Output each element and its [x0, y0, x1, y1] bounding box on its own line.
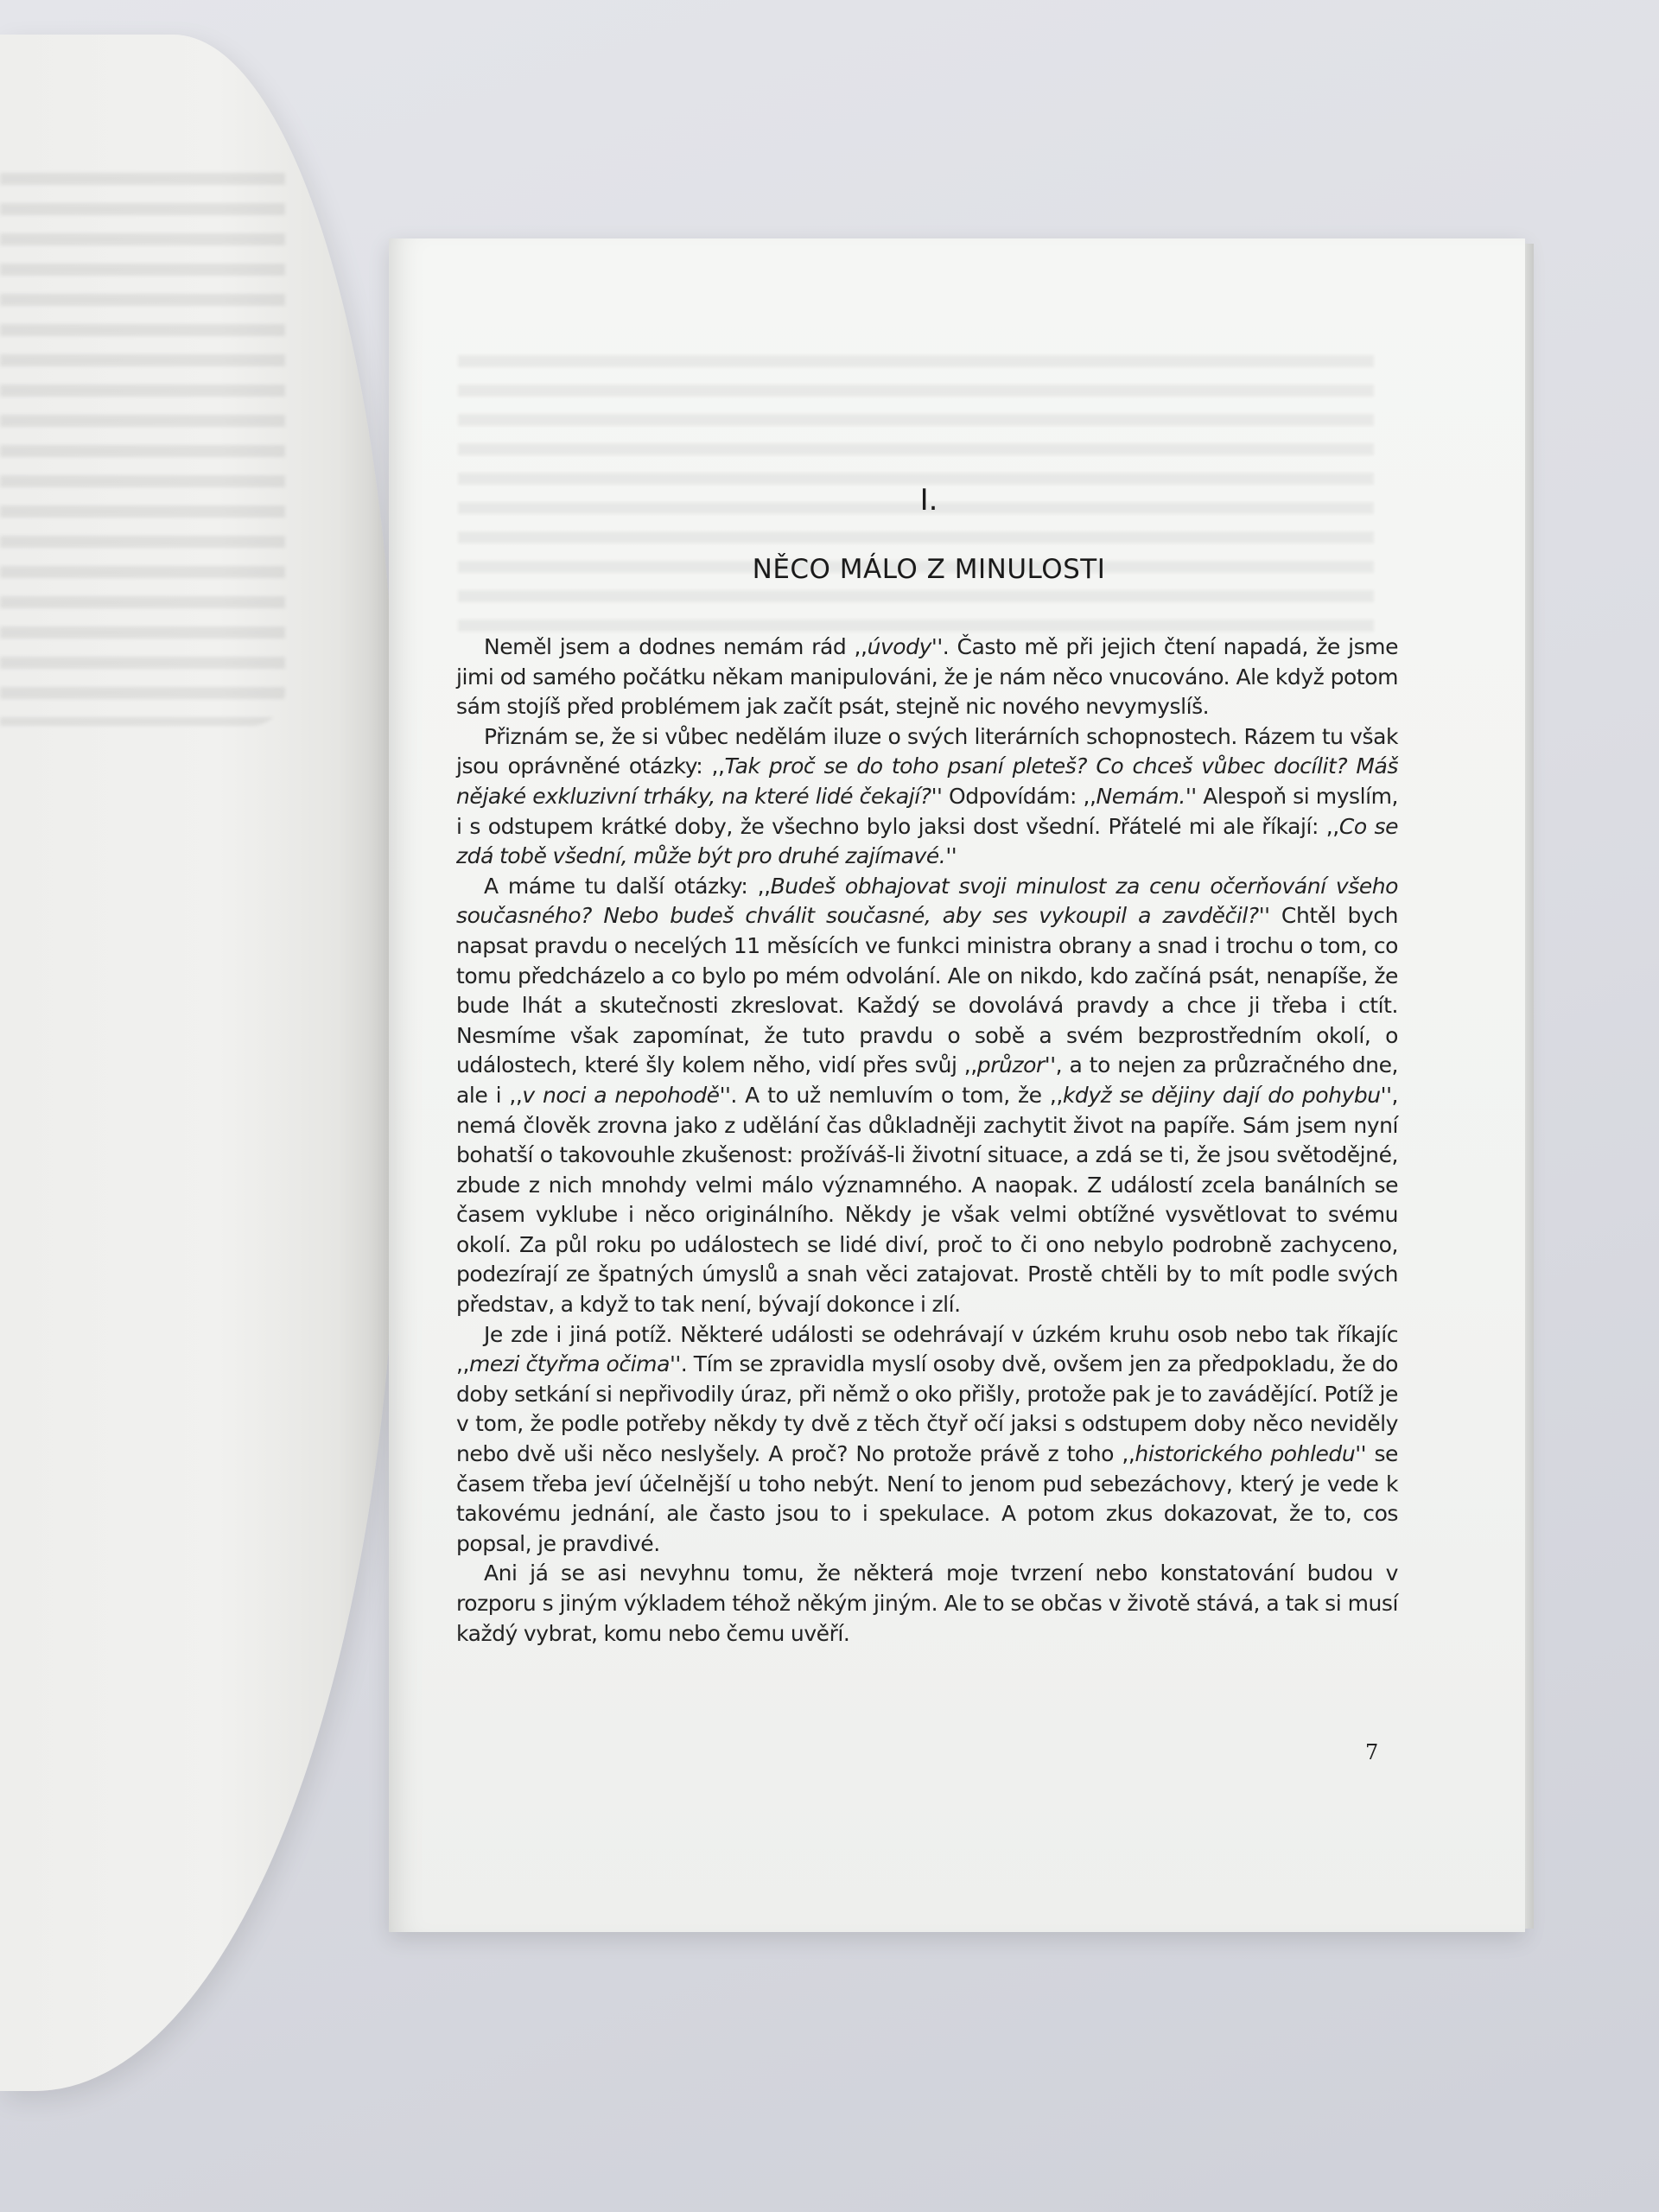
italic-quote: když se dějiny dají do pohybu — [1062, 1082, 1381, 1108]
bleed-through-text — [0, 173, 285, 726]
body-text — [456, 632, 1398, 1649]
text-run: '' Chtěl bych napsat pravdu o necelých 11 měsících ve funkci ministra obrany a snad i trochu o tom, co tomu předcházelo a co bylo po mém odvolání. Ale on nikdo, kdo začíná psát, nenapíše, že bude lhát a skutečnosti zkreslovat. Každý se dovolává pravdy a chce ji třeba i ctít. Nesmíme však zapomínat, že tuto pravdu o sobě a svém bezprostředním okolí, o událostech, které šly kolem něho, vidí přes svůj ,, — [456, 903, 1398, 1078]
italic-quote: historického pohledu — [1135, 1441, 1356, 1467]
page-number: 7 — [1365, 1740, 1379, 1764]
text-run: ''. Tím se zpravidla myslí osoby dvě, ovšem jen za předpokladu, že do doby setkání si nepřivodily úraz, při němž o oko přišly, protože pak je to zavádějící. Potíž je v tom, že podle potřeby někdy ty dvě z těch čtyř očí jaksi s odstupem doby něco neviděly nebo dvě uši něco neslyšely. A proč? No protože právě z toho ,, — [456, 1351, 1398, 1467]
italic-quote: v noci a nepohodě — [522, 1082, 720, 1108]
paragraph — [456, 632, 1398, 722]
italic-quote: Budeš obhajovat svoji minulost za cenu očerňování všeho současného? Nebo budeš chválit současné, aby ses vykoupil a zavděčil? — [456, 873, 1398, 929]
text-run: A máme tu další otázky: ,, — [484, 873, 771, 899]
text-run: '', nemá člověk zrovna jako z udělání čas důkladněji zachytit život na papíře. Sám jsem nyní bohatší o takovouhle zkušenost: prožíváš-li životní situace, a zdá se ti, že jsou světodějné, zbude z nich mnohdy velmi málo významného. A naopak. Z událostí zcela banálních se časem vyklube i něco originálního. Někdy je však velmi obtížné vysvětlovat to svému okolí. Za půl roku po událostech se lidé diví, proč to či ono nebylo podrobně zachyceno, podezírají ze špatných úmyslů a snah věci zatajovat. Prostě chtěli by to mít podle svých představ, a když to tak není, bývají dokonce i zlí. — [456, 1082, 1398, 1318]
text-run: Přiznám se, že si vůbec nedělám iluze o svých literárních schopnostech. Rázem tu však jsou oprávněné otázky: ,, — [456, 723, 1398, 779]
italic-quote: úvody — [867, 634, 931, 659]
paragraph — [456, 872, 1398, 1320]
italic-quote: průzor — [976, 1052, 1045, 1078]
text-run: '' se časem třeba jeví účelnější u toho nebýt. Není to jenom pud sebezáchovy, který je vede k takovému jednání, ale často jsou to i spekulace. A potom zkus dokazovat, že to, cos popsal, je pravdivé. — [456, 1441, 1398, 1556]
chapter-number: I. — [919, 483, 938, 518]
facing-left-page — [0, 35, 397, 2091]
italic-quote: Tak proč se do toho psaní pleteš? Co chceš vůbec docílit? Máš nějaké exkluzivní trháky, na které lidé čekají? — [456, 753, 1398, 809]
text-run: '', a to nejen za průzračného dne, ale i ,, — [456, 1052, 1398, 1108]
italic-quote: Nemám. — [1096, 783, 1185, 809]
book-page — [389, 238, 1525, 1932]
paragraph — [456, 1320, 1398, 1560]
paragraph — [456, 1559, 1398, 1649]
page-edge — [1525, 244, 1534, 1929]
text-run: ''. A to už nemluvím o tom, že ,, — [719, 1082, 1063, 1108]
text-run: Je zde i jiná potíž. Některé události se odehrávají v úzkém kruhu osob nebo tak říkajíc ,, — [456, 1321, 1398, 1377]
chapter-title: NĚCO MÁLO Z MINULOSTI — [752, 554, 1106, 585]
text-run: Neměl jsem a dodnes nemám rád ,, — [484, 634, 868, 659]
text-run: Ani já se asi nevyhnu tomu, že některá moje tvrzení nebo konstatování budou v rozporu s jiným výkladem téhož někým jiným. Ale to se občas v životě stává, a tak si musí každý vybrat, komu nebo čemu uvěří. — [456, 1560, 1398, 1646]
text-run: '' — [945, 843, 957, 869]
text-run: ''. Často mě při jejich čtení napadá, že jsme jimi od samého počátku někam manipulováni, že je nám něco vnucováno. Ale když potom sám stojíš před problémem jak začít psát, stejně nic nového nevymyslíš. — [456, 634, 1399, 720]
italic-quote: mezi čtyřma očima — [469, 1351, 670, 1377]
text-run: '' Odpovídám: ,, — [931, 783, 1096, 809]
paragraph — [456, 722, 1398, 872]
italic-quote: Co se zdá tobě všední, může být pro druhé zajímavé. — [456, 813, 1398, 869]
text-run: '' Alespoň si myslím, i s odstupem krátké doby, že všechno bylo jaksi dost všední. Přátelé mi ale říkají: ,, — [456, 783, 1399, 839]
